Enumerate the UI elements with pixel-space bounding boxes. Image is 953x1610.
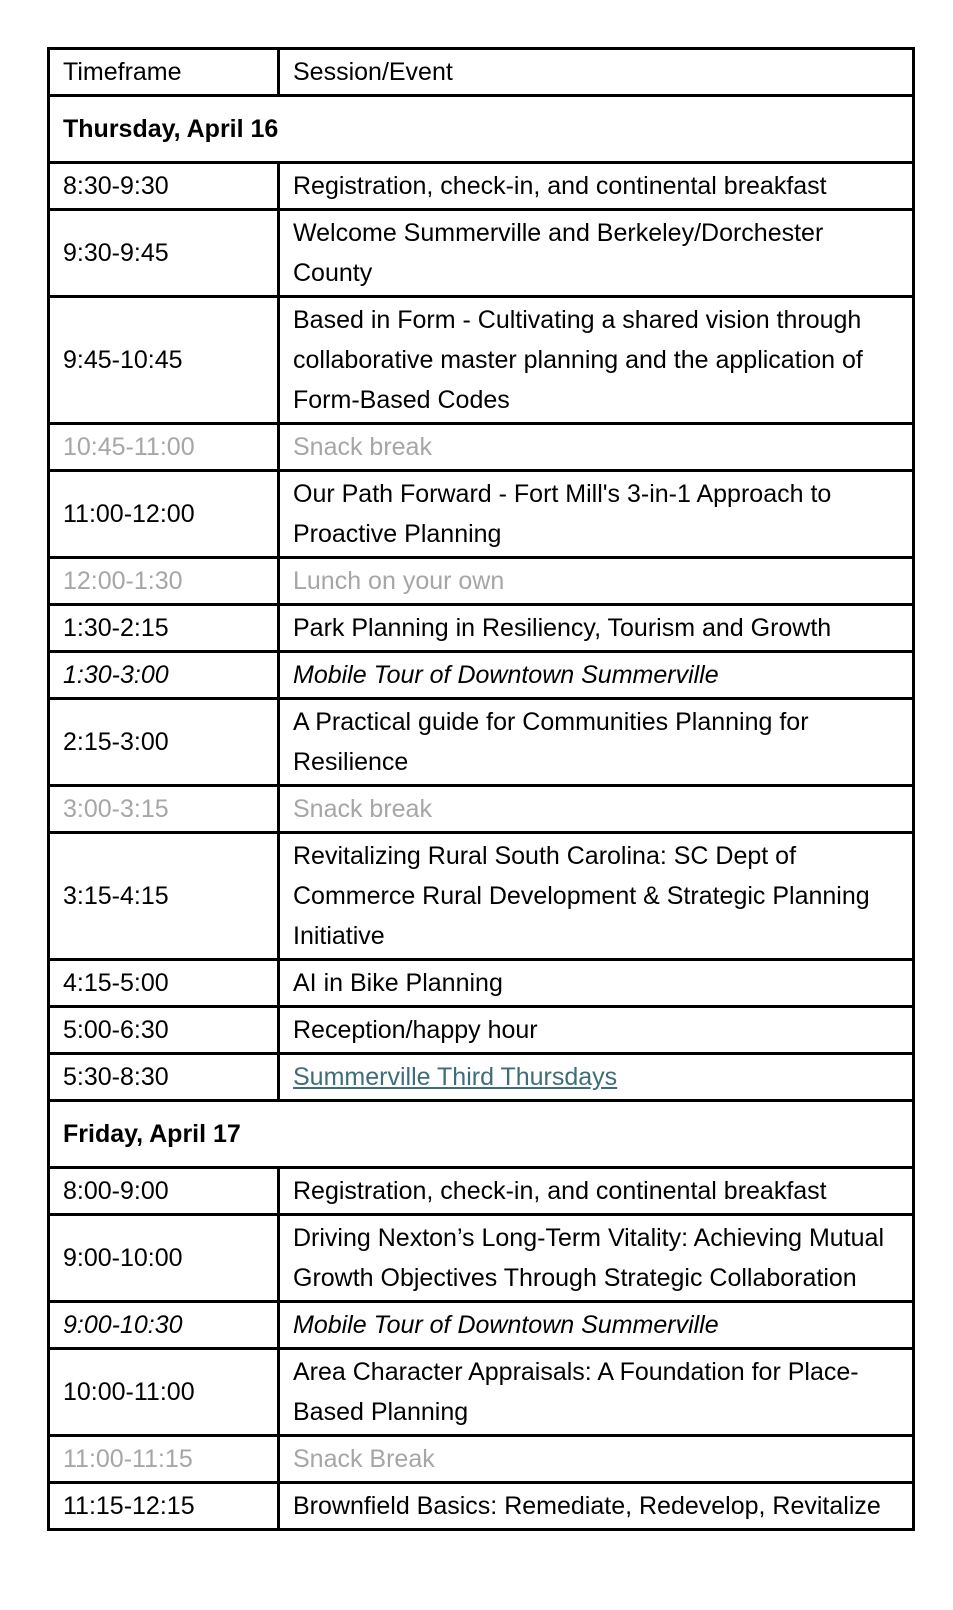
time-cell: 11:00-12:00 bbox=[49, 471, 279, 558]
session-cell: Brownfield Basics: Remediate, Redevelop, Revitalize bbox=[279, 1483, 914, 1530]
time-cell: 9:00-10:00 bbox=[49, 1215, 279, 1302]
schedule-row bbox=[49, 699, 914, 786]
time-cell: 9:30-9:45 bbox=[49, 210, 279, 297]
session-cell: Snack break bbox=[279, 424, 914, 471]
time-cell: 1:30-3:00 bbox=[49, 652, 279, 699]
schedule-row bbox=[49, 652, 914, 699]
session-cell: Mobile Tour of Downtown Summerville bbox=[279, 1302, 914, 1349]
session-cell: Revitalizing Rural South Carolina: SC Dept of Commerce Rural Development & Strategic Planning Initiative bbox=[279, 833, 914, 960]
section-header-row bbox=[49, 1101, 914, 1168]
section-title: Friday, April 17 bbox=[49, 1101, 914, 1168]
time-cell: 11:15-12:15 bbox=[49, 1483, 279, 1530]
schedule-row bbox=[49, 1215, 914, 1302]
session-cell: Lunch on your own bbox=[279, 558, 914, 605]
time-cell: 3:00-3:15 bbox=[49, 786, 279, 833]
time-cell: 1:30-2:15 bbox=[49, 605, 279, 652]
table-header-row bbox=[49, 49, 914, 96]
schedule-row bbox=[49, 210, 914, 297]
session-cell: Based in Form - Cultivating a shared vision through collaborative master planning and the application of Form-Based Codes bbox=[279, 297, 914, 424]
timeframe-header-cell: Timeframe bbox=[49, 49, 279, 96]
session-link[interactable]: Summerville Third Thursdays bbox=[293, 1063, 618, 1091]
schedule-row bbox=[49, 1054, 914, 1101]
schedule-row bbox=[49, 558, 914, 605]
session-cell: A Practical guide for Communities Planning for Resilience bbox=[279, 699, 914, 786]
time-cell: 9:45-10:45 bbox=[49, 297, 279, 424]
session-header-cell: Session/Event bbox=[279, 49, 914, 96]
time-cell: 3:15-4:15 bbox=[49, 833, 279, 960]
session-cell: Area Character Appraisals: A Foundation for Place-Based Planning bbox=[279, 1349, 914, 1436]
schedule-row bbox=[49, 786, 914, 833]
session-cell: Mobile Tour of Downtown Summerville bbox=[279, 652, 914, 699]
section-header-row bbox=[49, 96, 914, 163]
schedule-row bbox=[49, 1007, 914, 1054]
schedule-row bbox=[49, 1302, 914, 1349]
time-cell: 5:00-6:30 bbox=[49, 1007, 279, 1054]
time-cell: 8:00-9:00 bbox=[49, 1168, 279, 1215]
time-cell: 4:15-5:00 bbox=[49, 960, 279, 1007]
time-cell: 2:15-3:00 bbox=[49, 699, 279, 786]
session-cell: Reception/happy hour bbox=[279, 1007, 914, 1054]
schedule-row bbox=[49, 1436, 914, 1483]
session-cell: Registration, check-in, and continental breakfast bbox=[279, 163, 914, 210]
schedule-row bbox=[49, 1483, 914, 1530]
schedule-row bbox=[49, 471, 914, 558]
schedule-row bbox=[49, 833, 914, 960]
schedule-row bbox=[49, 960, 914, 1007]
schedule-table bbox=[47, 47, 915, 1531]
time-cell: 10:00-11:00 bbox=[49, 1349, 279, 1436]
session-cell: Snack break bbox=[279, 786, 914, 833]
time-cell: 5:30-8:30 bbox=[49, 1054, 279, 1101]
session-cell: AI in Bike Planning bbox=[279, 960, 914, 1007]
time-cell: 11:00-11:15 bbox=[49, 1436, 279, 1483]
section-title: Thursday, April 16 bbox=[49, 96, 914, 163]
session-cell: Registration, check-in, and continental breakfast bbox=[279, 1168, 914, 1215]
time-cell: 10:45-11:00 bbox=[49, 424, 279, 471]
time-cell: 8:30-9:30 bbox=[49, 163, 279, 210]
time-cell: 9:00-10:30 bbox=[49, 1302, 279, 1349]
session-cell: Park Planning in Resiliency, Tourism and Growth bbox=[279, 605, 914, 652]
schedule-row bbox=[49, 1168, 914, 1215]
schedule-row bbox=[49, 1349, 914, 1436]
schedule-row bbox=[49, 424, 914, 471]
session-cell: Welcome Summerville and Berkeley/Dorchester County bbox=[279, 210, 914, 297]
time-cell: 12:00-1:30 bbox=[49, 558, 279, 605]
session-cell bbox=[279, 1054, 914, 1101]
session-cell: Driving Nexton’s Long-Term Vitality: Achieving Mutual Growth Objectives Through Strategic Collaboration bbox=[279, 1215, 914, 1302]
session-cell: Our Path Forward - Fort Mill's 3-in-1 Approach to Proactive Planning bbox=[279, 471, 914, 558]
schedule-row bbox=[49, 297, 914, 424]
session-cell: Snack Break bbox=[279, 1436, 914, 1483]
schedule-row bbox=[49, 163, 914, 210]
schedule-row bbox=[49, 605, 914, 652]
